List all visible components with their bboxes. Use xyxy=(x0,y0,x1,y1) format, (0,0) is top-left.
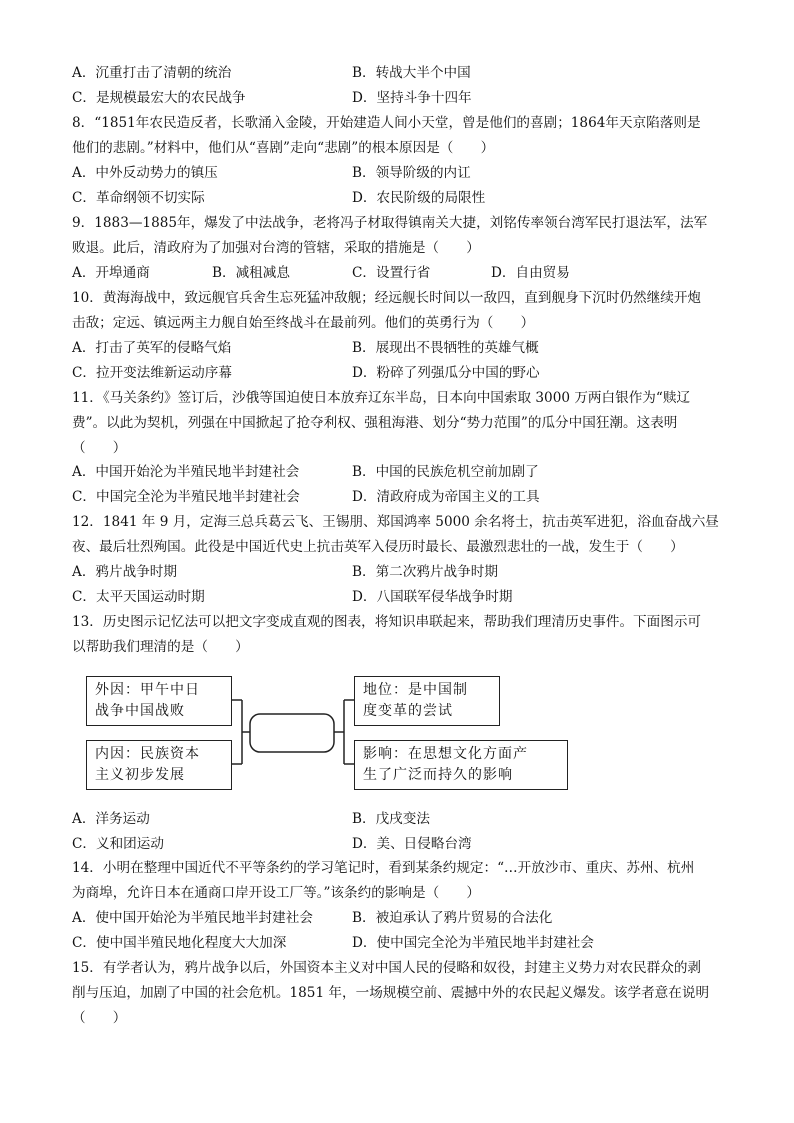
q12-option-c: C．太平天国运动时期 xyxy=(72,589,205,605)
q11-option-a: A．中国开始沦为半殖民地半封建社会 xyxy=(72,464,300,480)
q14-option-d: D．使中国完全沦为半殖民地半封建社会 xyxy=(352,935,594,951)
q13-option-b: B．戊戌变法 xyxy=(352,811,430,827)
q11-stem-line3: （ ） xyxy=(72,440,127,456)
q11-stem-line1: 11．《马关条约》签订后，沙俄等国迫使日本放弃辽东半岛，日本向中国索取 3000 万两白银作为“赎辽 xyxy=(72,390,691,406)
q13-stem-line2: 以帮助我们理清的是（ ） xyxy=(72,639,249,655)
q13-stem-line1: 13．历史图示记忆法可以把文字变成直观的图表，将知识串联起来，帮助我们理清历史事件。下面图示可 xyxy=(72,614,702,630)
q12-option-b: B．第二次鸦片战争时期 xyxy=(352,564,498,580)
q8-stem-line1: 8．“1851年农民造反者，长歌涌入金陵，开始建造人间小天堂，曾是他们的喜剧；1864年天京陷落则是 xyxy=(72,115,701,131)
q10-option-c: C．拉开变法维新运动序幕 xyxy=(72,365,232,381)
q15-stem-line3: （ ） xyxy=(72,1010,127,1026)
q10-stem-line1: 10．黄海海战中，致远舰官兵舍生忘死猛冲敌舰；经远舰长时间以一敌四，直到舰身下沉时仍然继续开炮 xyxy=(72,290,702,306)
q12-stem-line2: 夜、最后壮烈殉国。此役是中国近代史上抗击英军入侵历时最长、最激烈悲壮的一战，发生于（ ） xyxy=(72,539,684,555)
q8-option-d: D．农民阶级的局限性 xyxy=(352,190,486,206)
q9-option-c: C．设置行省 xyxy=(352,265,431,281)
q12-option-a: A．鸦片战争时期 xyxy=(72,564,177,580)
internal-cause-line1: 内因：民族资本 xyxy=(95,746,200,762)
q14-option-b: B．被迫承认了鸦片贸易的合法化 xyxy=(352,910,553,926)
q12-option-d: D．八国联军侵华战争时期 xyxy=(352,589,513,605)
q9-stem-line2: 败退。此后，清政府为了加强对台湾的管辖，采取的措施是（ ） xyxy=(72,240,480,256)
q10-option-a: A．打击了英军的侵略气焰 xyxy=(72,340,232,356)
q11-option-d: D．清政府成为帝国主义的工具 xyxy=(352,489,540,505)
q10-option-d: D．粉碎了列强瓜分中国的野心 xyxy=(352,365,540,381)
q12-stem-line1: 12．1841 年 9 月，定海三总兵葛云飞、王锡朋、郑国鸿率 5000 余名将士，抗击英军进犯，浴血奋战六昼 xyxy=(72,514,719,530)
external-cause-line2: 战争中国战败 xyxy=(95,703,185,719)
q7-option-b: B．转战大半个中国 xyxy=(352,65,471,81)
external-cause-line1: 外因：甲午中日 xyxy=(95,682,200,698)
box-impact xyxy=(354,740,568,790)
box-internal-cause xyxy=(86,740,232,790)
q15-stem-line2: 削与压迫，加剧了中国的社会危机。1851 年，一场规模空前、震撼中外的农民起义爆发。该学者意在说明 xyxy=(72,985,710,1001)
q9-option-a: A．开埠通商 xyxy=(72,265,150,281)
q11-option-b: B．中国的民族危机空前加剧了 xyxy=(352,464,539,480)
q8-stem-line2: 他们的悲剧。”材料中，他们从“喜剧”走向“悲剧”的根本原因是（ ） xyxy=(72,140,495,156)
q14-stem-line1: 14．小明在整理中国近代不平等条约的学习笔记时，看到某条约规定：“…开放沙市、重庆、苏州、杭州 xyxy=(72,860,695,876)
q13-diagram xyxy=(72,660,572,795)
q11-stem-line2: 费”。以此为契机，列强在中国掀起了抢夺利权、强租海港、划分“势力范围”的瓜分中国狂潮。这表明 xyxy=(72,415,678,431)
q13-option-d: D．美、日侵略台湾 xyxy=(352,836,472,852)
q10-stem-line2: 击敌；定远、镇远两主力舰自始至终战斗在最前列。他们的英勇行为（ ） xyxy=(72,315,535,331)
q14-stem-line2: 为商埠，允许日本在通商口岸开设工厂等。”该条约的影响是（ ） xyxy=(72,885,480,901)
impact-line1: 影响：在思想文化方面产 xyxy=(363,746,528,762)
box-position xyxy=(354,676,500,726)
internal-cause-line2: 主义初步发展 xyxy=(95,767,185,783)
q7-option-c: C．是规模最宏大的农民战争 xyxy=(72,90,246,106)
q7-option-a: A．沉重打击了清朝的统治 xyxy=(72,65,232,81)
q8-option-c: C．革命纲领不切实际 xyxy=(72,190,205,206)
q8-option-b: B．领导阶级的内讧 xyxy=(352,165,471,181)
q8-option-a: A．中外反动势力的镇压 xyxy=(72,165,218,181)
q13-option-c: C．义和团运动 xyxy=(72,836,164,852)
q9-stem-line1: 9．1883—1885年，爆发了中法战争，老将冯子材取得镇南关大捷，刘铭传率领台湾军民打退法军，法军 xyxy=(72,215,708,231)
position-line1: 地位：是中国制 xyxy=(363,682,468,698)
q9-option-b: B．减租减息 xyxy=(212,265,290,281)
q13-option-a: A．洋务运动 xyxy=(72,811,150,827)
q15-stem-line1: 15．有学者认为，鸦片战争以后，外国资本主义对中国人民的侵略和奴役，封建主义势力对农民群众的剥 xyxy=(72,960,702,976)
q11-option-c: C．中国完全沦为半殖民地半封建社会 xyxy=(72,489,300,505)
box-external-cause xyxy=(86,676,232,726)
q14-option-c: C．使中国半殖民地化程度大大加深 xyxy=(72,935,287,951)
position-line2: 度变革的尝试 xyxy=(363,703,453,719)
center-blank-box xyxy=(250,714,334,752)
q9-option-d: D．自由贸易 xyxy=(491,265,570,281)
q14-option-a: A．使中国开始沦为半殖民地半封建社会 xyxy=(72,910,313,926)
impact-line2: 生了广泛而持久的影响 xyxy=(363,767,513,783)
q7-option-d: D．坚持斗争十四年 xyxy=(352,90,472,106)
q10-option-b: B．展现出不畏牺牲的英雄气概 xyxy=(352,340,539,356)
